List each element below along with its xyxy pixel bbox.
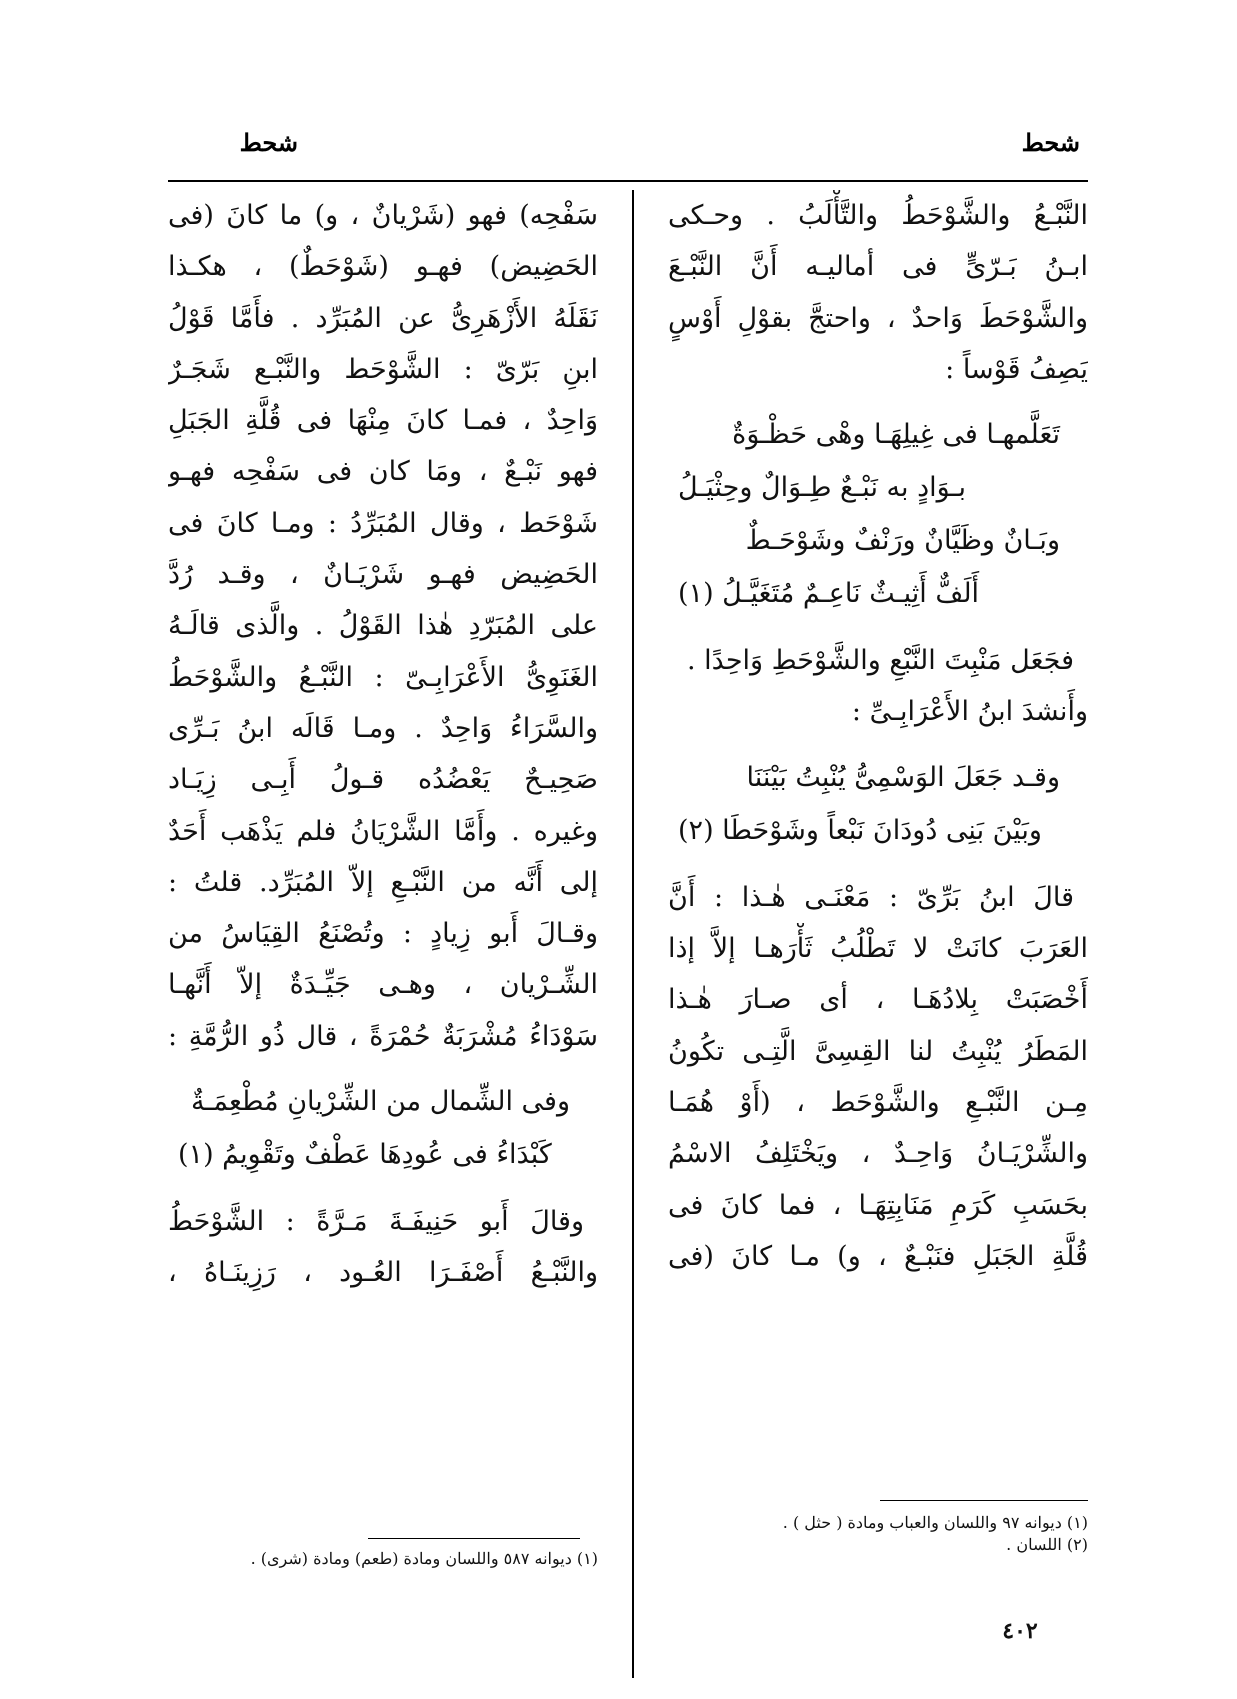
text-line: والنَّبْـعُ أَصْفَـرَا العُـود ، رَزِينَـاهُ ، [168, 1257, 598, 1289]
text-line: ابنِ بَرّىّ : الشَّوْحَط والنَّبْـع شَجَـرٌ [168, 353, 598, 385]
verse-hemistich: تَعَلَّمهـا فى غِيلِهَـا وهْى حَظْـوَةٌ [732, 419, 1060, 451]
text-line: أَخْصَبَتْ بِلادُهَـا ، أى صـارَ هٰـذا [668, 984, 1088, 1016]
text-line: والسَّرَاءُ وَاحِدٌ . ومـا قَالَه ابنُ بَـرِّى [168, 712, 598, 744]
text-line: نَقَلَهُ الأَزْهَرِىُّ عن المُبَرِّد . فأَمَّا قَوْلُ [168, 302, 598, 334]
page-number: ٤٠٢ [1002, 1618, 1038, 1644]
text-line: قالَ ابنُ بَرِّىّ : مَعْنَـى هٰـذا : أَنَّ [668, 881, 1074, 913]
text-line: وقالَ أَبو حَنِيفَـةَ مَـرَّةً : الشَّوْحَطُ [168, 1206, 584, 1238]
text-line: الحَضِيض فهـو شَرْيَـانٌ ، وقـد رُدَّ [168, 559, 598, 591]
text-line: فهو نَبْـعٌ ، ومَا كان فى سَفْحِه فهـو [168, 456, 598, 488]
text-line: المَطَرُ يُنْبِتُ لنا القِسِىَّ الَّتِـى تكُونُ [668, 1035, 1088, 1067]
text-line: يَصِفُ قَوْساً : [945, 353, 1088, 385]
footnotes-right [700, 1512, 1088, 1556]
verse-hemistich: بـوَادٍ به نَبْـعٌ طِـوَالٌ وحِثْيَـلُ [678, 472, 967, 504]
text-line: صَحِيـحٌ يَعْضُدُه قـولُ أَبِـى زِيَـاد [168, 764, 598, 796]
verse-hemistich: كَبْدَاءُ فى عُودِهَا عَطْفٌ وتَقْوِيمُ (١) [178, 1139, 552, 1171]
text-line: والشَّوْحَطَ وَاحدٌ ، واحتجَّ بقوْلِ أَوْسٍ [668, 302, 1088, 334]
right-column [668, 190, 1088, 1282]
text-line: وأَنشدَ ابنُ الأَعْرَابِـىِّ : [851, 696, 1088, 728]
running-head-left: شحط [239, 128, 298, 157]
text-line: مِـن النَّبْـعِ والشَّوْحَط ، (أَوْ هُمَـا [668, 1086, 1088, 1118]
running-head-right: شحط [1021, 128, 1080, 157]
verse-hemistich: وفى الشِّمال من الشِّرْيانِ مُطْعِمَـةٌ [191, 1086, 570, 1118]
text-line: وقـالَ أَبو زِيادٍ : وتُصْنَعُ القِيَاسُ من [168, 918, 598, 950]
text-line: قُلَّةِ الجَبَلِ فنَبْـعٌ ، و) مـا كانَ (فى [668, 1240, 1088, 1272]
text-line: سَفْحِه) فهو (شَرْيانٌ ، و) ما كانَ (فى [168, 200, 598, 231]
text-line: الشِّـرْيان ، وهـى جَيِّـدَةٌ إلاّ أَنَّهـا [168, 969, 598, 1001]
footnote-rule-right [880, 1500, 1088, 1501]
text-line: فجَعَل مَنْبِتَ النَّبْعِ والشَّوْحَطِ وَاحِدًا . [687, 645, 1074, 677]
column-divider [632, 190, 634, 1678]
text-line: الغَنَوِىُّ الأَعْرَابِـىّ : النَّبْـعُ والشَّوْحَطُ [168, 661, 598, 693]
text-line: شَوْحَط ، وقال المُبَرِّدُ : ومـا كانَ فى [168, 507, 598, 539]
text-line: النَّبْـعُ والشَّوْحَطُ والتَّأْلَبُ . وحـكى [668, 200, 1088, 231]
text-line: وَاحِدٌ ، فمـا كانَ مِنْهَا فى قُلَّةِ الجَبَلِ [168, 405, 598, 437]
text-line: على المُبَرّدِ هٰذا القَوْلُ . والَّذى قالَـهُ [168, 610, 598, 642]
footnote: (١) ديوانه ٥٨٧ واللسان ومادة (طعم) ومادة (شرى) . [250, 1549, 598, 1568]
text-line: وغيره . وأَمَّا الشَّرْيَانُ فلم يَذْهَب أَحَدٌ [168, 815, 598, 847]
text-line: العَرَبَ كانَتْ لا تَطْلُبُ ثَأْرَهـا إلاَّ إذا [668, 933, 1088, 965]
footnote: (٢) اللسان . [1006, 1535, 1088, 1554]
header-rule [168, 180, 1088, 182]
left-column [168, 190, 598, 1299]
text-line: الحَضِيض) فهـو (شَوْحَطٌ) ، هكـذا [168, 251, 598, 283]
text-line: إلى أَنَّه من النَّبْـعِ إلاّ المُبَرِّد. قلتُ : [168, 866, 598, 898]
verse-hemistich: وبَيْنَ بَنِى دُودَانَ نَبْعاً وشَوْحَطَا (٢) [678, 814, 1042, 846]
verse-hemistich: وبَـانٌ وظَيَّانٌ ورَنْفٌ وشَوْحَـطٌ [745, 525, 1060, 557]
text-line: ابـنُ بَـرّىٍّ فى أماليـه أَنَّ النَّبْـعَ [668, 251, 1088, 283]
text-line: والشِّرْيَـانُ وَاحِـدٌ ، ويَخْتَلِفُ الاسْمُ [668, 1138, 1088, 1170]
verse-hemistich: وقـد جَعَلَ الوَسْمِىُّ يُنْبِتُ بَيْنَنَا [746, 761, 1060, 793]
footnote-rule-left [368, 1538, 580, 1539]
footnote: (١) ديوانه ٩٧ واللسان والعباب ومادة ( حثل ) . [782, 1513, 1088, 1532]
text-line: سَوْدَاءُ مُشْرَبَةٌ حُمْرَةً ، قال ذُو الرُّمَّةِ : [168, 1020, 598, 1052]
footnotes-left [168, 1548, 598, 1570]
text-line: بحَسَبِ كَرَمِ مَنَابِتِهَـا ، فما كانَ فى [668, 1189, 1088, 1221]
verse-hemistich: أَلَفٌّ أَثِيـثٌ نَاعِـمٌ مُتَغَيَّـلُ (١) [678, 578, 980, 610]
